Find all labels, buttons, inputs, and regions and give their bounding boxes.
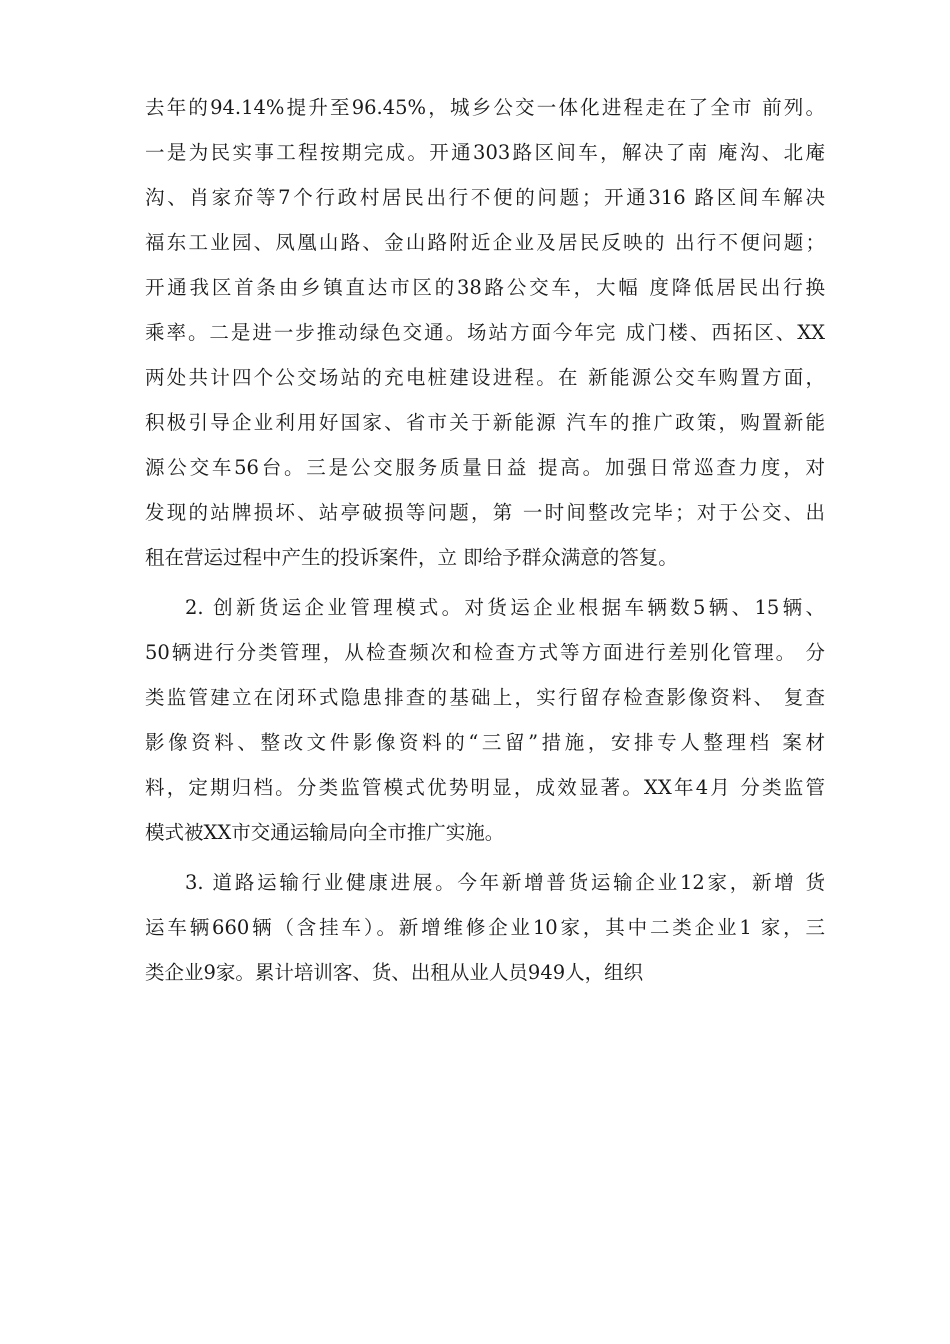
text-line: 福东工业园、凤凰山路、金山路附近企业及居民反映的 出行不便问题； [145,231,825,254]
paragraph-2-start: 2. 创新货运企业管理模式。对货运企业根据车辆数5辆、15辆、 [185,596,825,619]
paragraph-3-start: 3. 道路运输行业健康进展。今年新增普货运输企业12家，新增 货 [185,871,825,894]
text-line: 50辆进行分类管理，从检查频次和检查方式等方面进行差别化管理。 分 [145,641,825,664]
text-line: 两处共计四个公交场站的充电桩建设进程。在 新能源公交车购置方面， [145,366,825,389]
text-line: 运车辆660辆（含挂车）。新增维修企业10家，其中二类企业1 家，三 [145,916,825,939]
text-line: 影像资料、整改文件影像资料的“三留”措施，安排专人整理档 案材 [145,731,825,754]
text-line: 源公交车56台。三是公交服务质量日益 提高。加强日常巡查力度，对 [145,456,825,479]
text-line: 租在营运过程中产生的投诉案件，立 即给予群众满意的答复。 [145,546,678,569]
text-line: 去年的94.14%提升至96.45%，城乡公交一体化进程走在了全市 前列。 [145,96,825,119]
text-line: 类监管建立在闭环式隐患排查的基础上，实行留存检查影像资料、 复查 [145,686,825,709]
text-line: 开通我区首条由乡镇直达市区的38路公交车，大幅 度降低居民出行换 [145,276,825,299]
text-line: 沟、肖家夼等7个行政村居民出行不便的问题；开通316 路区间车解决 [145,186,825,209]
text-line: 发现的站牌损坏、站亭破损等问题，第 一时间整改完毕；对于公交、出 [145,501,825,524]
text-line: 模式被XX市交通运输局向全市推广实施。 [145,821,505,844]
text-line: 乘率。二是进一步推动绿色交通。场站方面今年完 成门楼、西拓区、XX [145,321,825,344]
text-line: 积极引导企业利用好国家、省市关于新能源 汽车的推广政策，购置新能 [145,411,825,434]
text-line: 料，定期归档。分类监管模式优势明显，成效显著。XX年4月 分类监管 [145,776,825,799]
text-line: 类企业9家。累计培训客、货、出租从业人员949人，组织 [145,961,644,984]
text-line: 一是为民实事工程按期完成。开通303路区间车，解决了南 庵沟、北庵 [145,141,825,164]
